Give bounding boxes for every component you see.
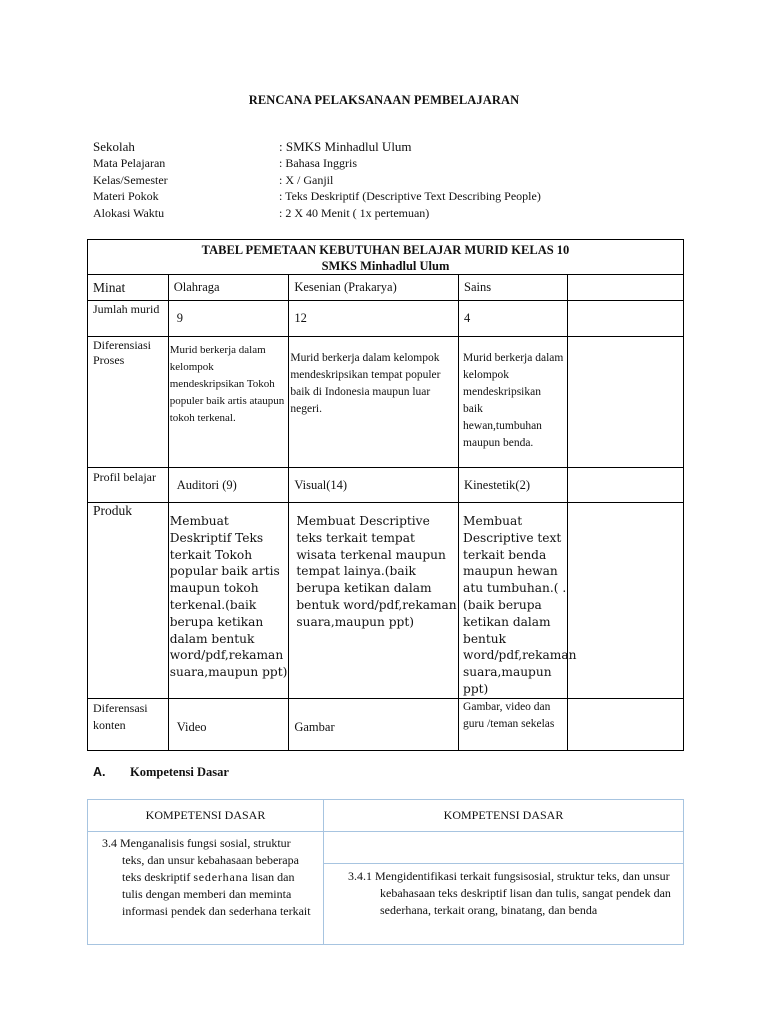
cell: Video	[168, 698, 289, 750]
cell: Gambar, video dan guru /teman sekelas	[459, 698, 568, 750]
section-letter: A.	[93, 765, 106, 779]
page-title: RENCANA PELAKSANAAN PEMBELAJARAN	[248, 93, 520, 107]
cell: Kesenian (Prakarya)	[289, 275, 459, 301]
identity-row-school	[93, 139, 541, 156]
section-title: Kompetensi Dasar	[130, 765, 229, 779]
competency-header-left: KOMPETENSI DASAR	[88, 800, 324, 832]
row-label: Diferensasi konten	[88, 698, 169, 750]
identity-value: : Teks Deskriptif (Descriptive Text Describing People)	[279, 189, 541, 204]
row-count	[88, 301, 684, 337]
cell: Membuat Descriptive teks terkait tempat wisata terkenal maupun tempat lainya.(baik berupa ketikan dalam bentuk word/pdf,rekaman suara,maupun ppt)	[289, 503, 459, 699]
identity-key: Sekolah	[93, 139, 135, 154]
competency-blank-cell	[324, 832, 684, 864]
identity-row-topic	[93, 189, 541, 206]
cell: Murid berkerja dalam kelompok mendeskripsikan tempat populer baik di Indonesia maupun luar negeri.	[289, 337, 459, 468]
row-label: Minat	[88, 275, 169, 301]
identity-key: Mata Pelajaran	[93, 155, 166, 170]
identity-value: : X / Ganjil	[279, 172, 334, 187]
row-content	[88, 698, 684, 750]
competency-basic-left	[88, 832, 324, 945]
identity-value: : SMKS Minhadlul Ulum	[279, 139, 412, 154]
learning-needs-table	[87, 239, 684, 751]
identity-value: : Bahasa Inggris	[279, 155, 357, 170]
cell: Murid berkerja dalam kelompok mendeskripsikan Tokoh populer baik artis ataupun tokoh terkenal.	[168, 337, 289, 468]
cell: Auditori (9)	[168, 468, 289, 503]
row-profile	[88, 468, 684, 503]
row-product	[88, 503, 684, 699]
cell	[568, 698, 684, 750]
row-label: Jumlah murid	[88, 301, 169, 337]
competency-indicator-right	[324, 864, 684, 945]
needs-table-title	[88, 240, 684, 275]
cell	[568, 275, 684, 301]
cell: Sains	[459, 275, 568, 301]
row-label: Diferensiasi Proses	[88, 337, 169, 468]
identity-row-time	[93, 206, 541, 223]
identity-key: Kelas/Semester	[93, 172, 168, 187]
cell	[568, 503, 684, 699]
row-interest	[88, 275, 684, 301]
identity-block	[93, 139, 541, 223]
cell: Gambar	[289, 698, 459, 750]
cell	[568, 337, 684, 468]
cell: Membuat Descriptive text terkait benda maupun hewan atu tumbuhan.( .(baik berupa ketikan dalam bentuk word/pdf,rekaman suara,maupun ppt)	[459, 503, 568, 699]
cell: Olahraga	[168, 275, 289, 301]
row-label: Profil belajar	[88, 468, 169, 503]
section-heading	[93, 765, 229, 780]
identity-key: Alokasi Waktu	[93, 206, 165, 221]
cell: Kinestetik(2)	[459, 468, 568, 503]
cell: 4	[459, 301, 568, 337]
cell	[568, 301, 684, 337]
cell: 12	[289, 301, 459, 337]
cell: 9	[168, 301, 289, 337]
identity-key: Materi Pokok	[93, 189, 159, 204]
row-label: Produk	[88, 503, 169, 699]
cell: Murid berkerja dalam kelompok mendeskripsikan baik hewan,tumbuhan maupun benda.	[459, 337, 568, 468]
competency-header-right: KOMPETENSI DASAR	[324, 800, 684, 832]
competency-table	[87, 799, 684, 945]
competency-right-text: 3.4.1 Mengidentifikasi terkait fungsisosial, struktur teks, dan unsur kebahasaan teks deskriptif lisan dan tulis, sangat pendek dan sederhana, terkait orang, binatang, dan benda	[348, 869, 671, 917]
needs-table-title-line2: SMKS Minhadlul Ulum	[321, 259, 450, 273]
competency-left-text: 3.4 Menganalisis fungsi sosial, struktur teks, dan unsur kebahasaan beberapa teks deskriptif sederhana lisan dan tulis dengan memberi dan meminta informasi pendek dan sederhana terkait	[102, 836, 311, 918]
cell: Visual(14)	[289, 468, 459, 503]
identity-row-subject	[93, 156, 541, 173]
cell	[568, 468, 684, 503]
needs-table-title-line1: TABEL PEMETAAN KEBUTUHAN BELAJAR MURID KELAS 10	[201, 243, 570, 257]
cell: Membuat Deskriptif Teks terkait Tokoh popular baik artis maupun tokoh terkenal.(baik berupa ketikan dalam bentuk word/pdf,rekaman suara,maupun ppt)	[168, 503, 289, 699]
identity-row-class	[93, 173, 541, 190]
row-process	[88, 337, 684, 468]
identity-value: : 2 X 40 Menit ( 1x pertemuan)	[279, 206, 430, 221]
